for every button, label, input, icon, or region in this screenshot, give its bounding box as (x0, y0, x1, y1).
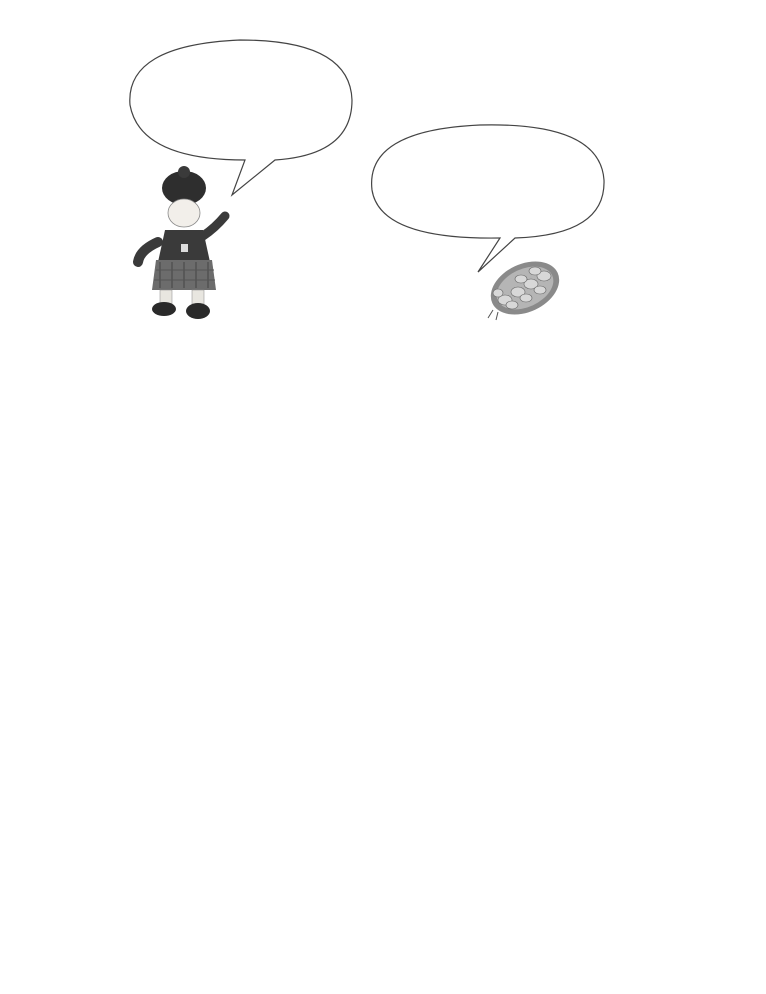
doll-illustration (138, 166, 225, 319)
doll-speech-bubble (130, 40, 352, 195)
pinecone-illustration (482, 251, 568, 325)
pinecone-speech-bubble (372, 125, 604, 272)
